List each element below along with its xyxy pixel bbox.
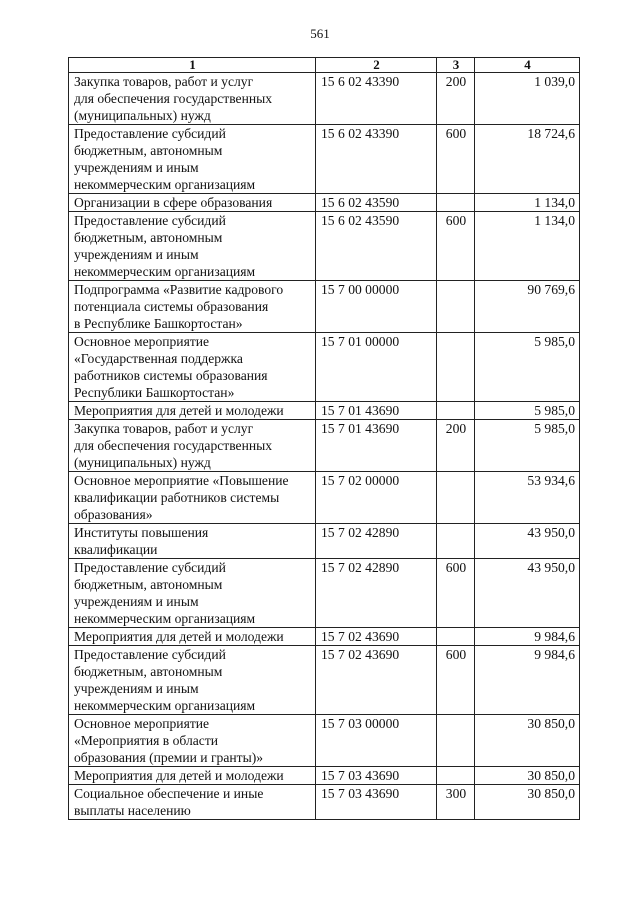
row-code: 15 7 02 43690 (316, 628, 437, 646)
table-row (69, 559, 580, 628)
row-name: Предоставление субсидий бюджетным, автономным учреждениям и иным некоммерческим организациям (69, 559, 316, 628)
table-row (69, 767, 580, 785)
table-row (69, 628, 580, 646)
row-name: Основное мероприятие «Мероприятия в области образования (премии и гранты)» (69, 715, 316, 767)
row-name: Закупка товаров, работ и услуг для обеспечения государственных (муниципальных) нужд (69, 73, 316, 125)
row-amount: 43 950,0 (475, 559, 580, 628)
table-row (69, 125, 580, 194)
row-expense-type: 600 (437, 559, 475, 628)
header-col-4: 4 (475, 58, 580, 73)
table-row (69, 73, 580, 125)
table-row (69, 715, 580, 767)
table-row (69, 420, 580, 472)
row-amount: 1 134,0 (475, 212, 580, 281)
page-number: 561 (310, 26, 330, 41)
row-code: 15 7 03 00000 (316, 715, 437, 767)
row-name: Институты повышения квалификации (69, 524, 316, 559)
row-name: Организации в сфере образования (69, 194, 316, 212)
row-name: Предоставление субсидий бюджетным, автономным учреждениям и иным некоммерческим организациям (69, 212, 316, 281)
row-amount: 9 984,6 (475, 646, 580, 715)
table-row (69, 194, 580, 212)
table-row (69, 402, 580, 420)
row-name: Предоставление субсидий бюджетным, автономным учреждениям и иным некоммерческим организациям (69, 125, 316, 194)
row-name: Мероприятия для детей и молодежи (69, 628, 316, 646)
row-expense-type: 600 (437, 125, 475, 194)
header-col-1: 1 (69, 58, 316, 73)
row-code: 15 7 02 43690 (316, 646, 437, 715)
row-name: Мероприятия для детей и молодежи (69, 767, 316, 785)
table-header-row (69, 58, 580, 73)
row-expense-type (437, 281, 475, 333)
row-expense-type: 200 (437, 420, 475, 472)
header-col-2: 2 (316, 58, 437, 73)
row-amount: 18 724,6 (475, 125, 580, 194)
row-code: 15 6 02 43390 (316, 125, 437, 194)
row-code: 15 7 01 43690 (316, 402, 437, 420)
row-amount: 1 039,0 (475, 73, 580, 125)
table-body (69, 73, 580, 820)
row-expense-type (437, 715, 475, 767)
row-expense-type (437, 333, 475, 402)
table-row (69, 785, 580, 820)
row-expense-type: 300 (437, 785, 475, 820)
row-amount: 53 934,6 (475, 472, 580, 524)
row-amount: 5 985,0 (475, 333, 580, 402)
row-name: Основное мероприятие «Государственная поддержка работников системы образования Республики Башкортостан» (69, 333, 316, 402)
table-row (69, 281, 580, 333)
row-code: 15 7 01 43690 (316, 420, 437, 472)
row-code: 15 7 03 43690 (316, 767, 437, 785)
row-code: 15 6 02 43390 (316, 73, 437, 125)
row-expense-type (437, 402, 475, 420)
table-row (69, 333, 580, 402)
row-amount: 30 850,0 (475, 785, 580, 820)
row-name: Предоставление субсидий бюджетным, автономным учреждениям и иным некоммерческим организациям (69, 646, 316, 715)
row-name: Основное мероприятие «Повышение квалификации работников системы образования» (69, 472, 316, 524)
row-code: 15 7 03 43690 (316, 785, 437, 820)
row-name: Закупка товаров, работ и услуг для обеспечения государственных (муниципальных) нужд (69, 420, 316, 472)
row-amount: 30 850,0 (475, 767, 580, 785)
row-expense-type: 600 (437, 212, 475, 281)
table-row (69, 646, 580, 715)
row-amount: 5 985,0 (475, 420, 580, 472)
row-code: 15 7 02 00000 (316, 472, 437, 524)
row-amount: 30 850,0 (475, 715, 580, 767)
header-col-3: 3 (437, 58, 475, 73)
table-row (69, 212, 580, 281)
table-row (69, 472, 580, 524)
row-expense-type: 600 (437, 646, 475, 715)
row-expense-type (437, 628, 475, 646)
table-row (69, 524, 580, 559)
row-code: 15 7 00 00000 (316, 281, 437, 333)
row-name: Подпрограмма «Развитие кадрового потенциала системы образования в Республике Башкортостан» (69, 281, 316, 333)
row-amount: 9 984,6 (475, 628, 580, 646)
row-amount: 1 134,0 (475, 194, 580, 212)
row-expense-type (437, 767, 475, 785)
row-expense-type: 200 (437, 73, 475, 125)
row-code: 15 6 02 43590 (316, 212, 437, 281)
row-expense-type (437, 524, 475, 559)
budget-table (68, 57, 580, 820)
row-expense-type (437, 194, 475, 212)
row-code: 15 7 02 42890 (316, 559, 437, 628)
row-code: 15 7 01 00000 (316, 333, 437, 402)
row-amount: 43 950,0 (475, 524, 580, 559)
row-amount: 90 769,6 (475, 281, 580, 333)
row-code: 15 7 02 42890 (316, 524, 437, 559)
row-name: Мероприятия для детей и молодежи (69, 402, 316, 420)
row-expense-type (437, 472, 475, 524)
row-code: 15 6 02 43590 (316, 194, 437, 212)
row-amount: 5 985,0 (475, 402, 580, 420)
row-name: Социальное обеспечение и иные выплаты населению (69, 785, 316, 820)
